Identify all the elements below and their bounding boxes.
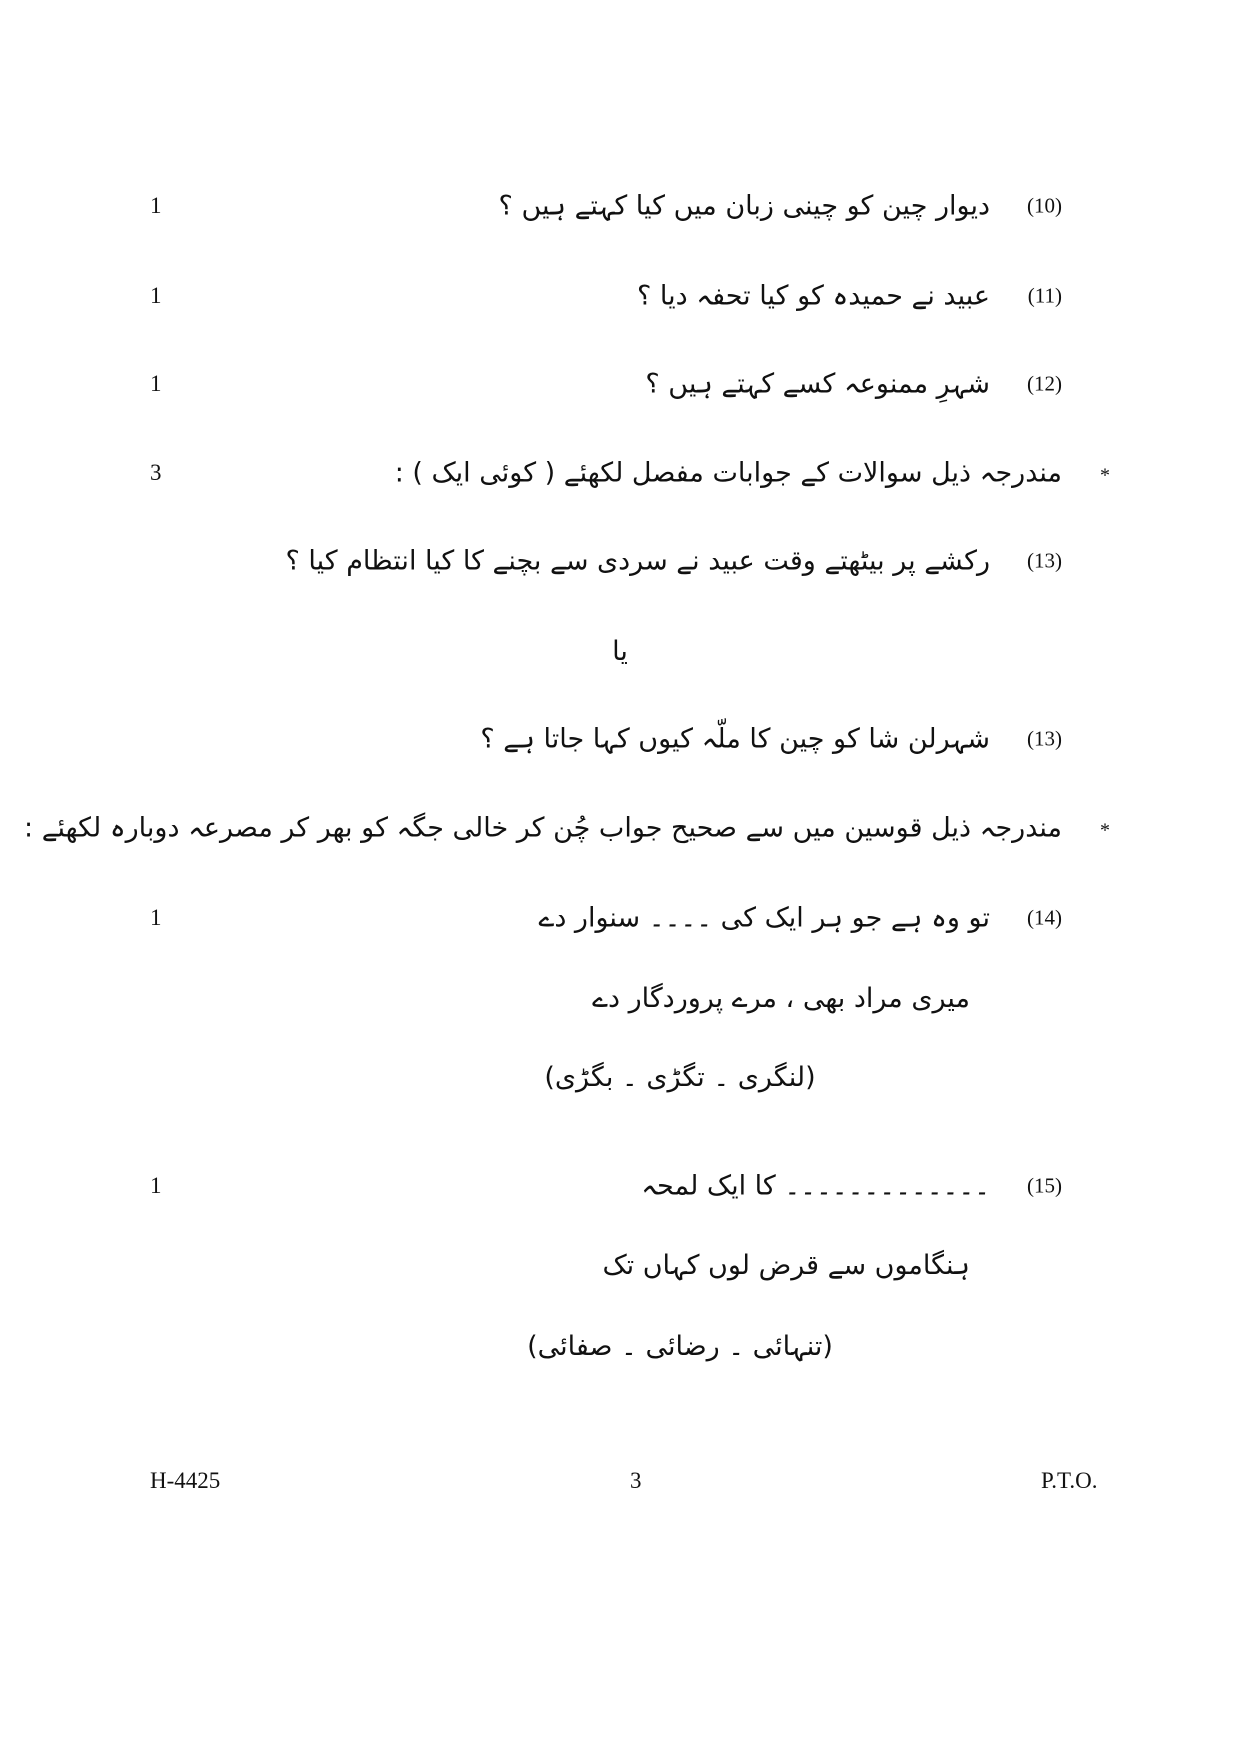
page-number: 3	[630, 1468, 642, 1493]
question-number: (14)	[1027, 905, 1062, 930]
question-text: عبید نے حمیدہ کو کیا تحفہ دیا ؟	[637, 280, 990, 312]
question-marks: 1	[150, 1173, 162, 1198]
question-text: شہرلن شا کو چین کا ملّہ کیوں کہا جاتا ہے ؟	[480, 723, 990, 755]
question-text: دیوار چین کو چینی زبان میں کیا کہتے ہیں ؟	[498, 190, 990, 222]
or-separator: یا	[612, 636, 628, 667]
question-marks: 1	[150, 193, 162, 218]
asterisk-marker: *	[1100, 464, 1110, 487]
question-number: (11)	[1027, 283, 1062, 308]
options-line: (تنہائی ۔ رضائی ۔ صفائی)	[527, 1331, 833, 1362]
question-number: (12)	[1027, 371, 1062, 396]
question-marks: 1	[150, 283, 162, 308]
paper-code: H-4425	[150, 1468, 221, 1493]
question-row	[150, 888, 1110, 948]
pto-label: P.T.O.	[1041, 1468, 1098, 1493]
question-text: تو وہ ہے جو ہر ایک کی ۔۔۔۔ سنوار دے	[538, 902, 990, 934]
question-marks: 1	[150, 905, 162, 930]
options-line: (لنگری ۔ تگڑی ۔ بگڑی)	[544, 1062, 816, 1093]
instruction-marks: 3	[150, 460, 162, 485]
asterisk-marker: *	[1100, 819, 1110, 842]
question-row	[150, 1156, 1110, 1216]
question-number: (13)	[1027, 726, 1062, 751]
instruction-row	[24, 798, 1110, 858]
instruction-text: مندرجہ ذیل سوالات کے جوابات مفصل لکھئے ( کوئی ایک ) :	[394, 457, 1062, 489]
verse-line: ہنگاموں سے قرض لوں کہاں تک	[602, 1250, 970, 1281]
question-marks: 1	[150, 371, 162, 396]
question-number: (10)	[1027, 193, 1062, 218]
question-row	[150, 531, 1110, 591]
question-text: ۔۔۔۔۔۔۔۔۔۔۔۔۔ کا ایک لمحہ	[641, 1170, 990, 1202]
verse-line: میری مراد بھی ، مرے پروردگار دے	[592, 983, 970, 1014]
question-row	[150, 354, 1110, 414]
question-text: شہرِ ممنوعہ کسے کہتے ہیں ؟	[645, 368, 990, 400]
question-row	[150, 176, 1110, 236]
instruction-row	[150, 443, 1110, 503]
question-number: (13)	[1027, 548, 1062, 573]
question-text: رکشے پر بیٹھتے وقت عبید نے سردی سے بچنے کا کیا انتظام کیا ؟	[285, 545, 990, 577]
instruction-text: مندرجہ ذیل قوسین میں سے صحیح جواب چُن کر خالی جگہ کو بھر کر مصرعہ دوبارہ لکھئے :	[24, 812, 1062, 844]
question-row	[150, 266, 1110, 326]
question-row	[150, 709, 1110, 769]
question-number: (15)	[1027, 1173, 1062, 1198]
